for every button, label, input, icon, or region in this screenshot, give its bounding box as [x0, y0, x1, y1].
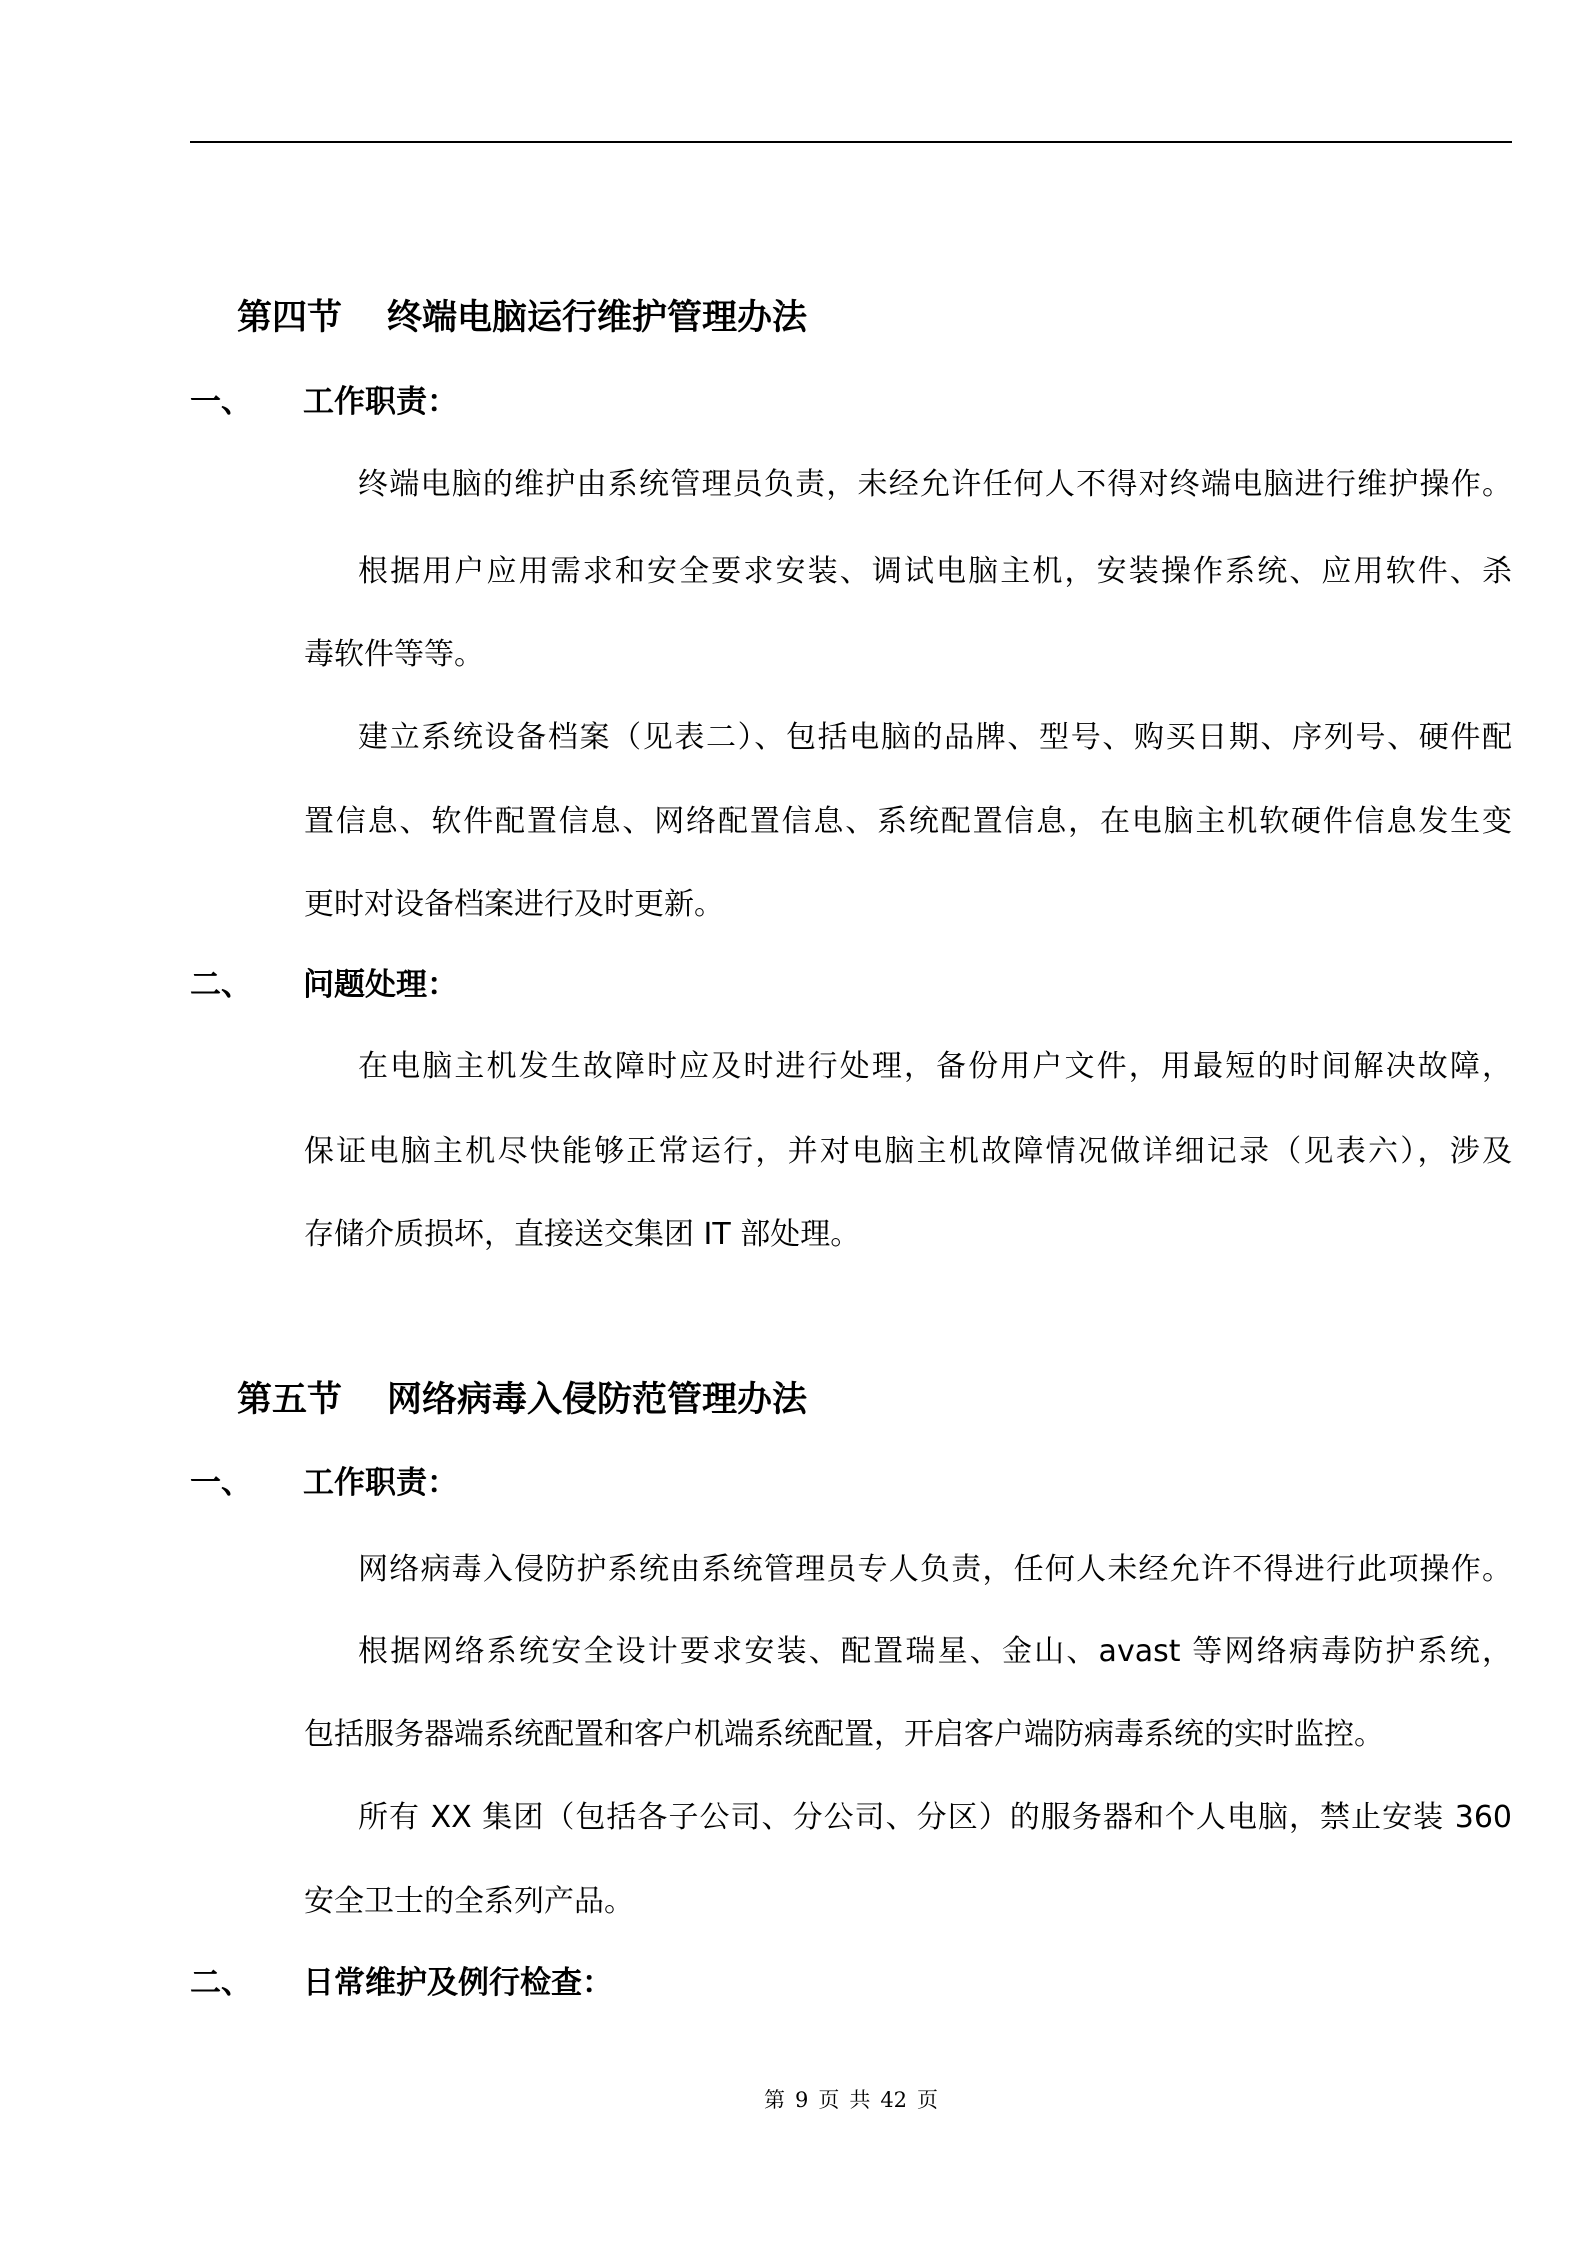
subsection-number: 一、: [190, 1465, 252, 1501]
subsection-title: 日常维护及例行检查：: [303, 1965, 613, 2001]
subsection-title: 工作职责：: [303, 1465, 458, 1501]
subsection-number: 二、: [190, 967, 252, 1003]
total-pages-number: 42: [880, 2088, 908, 2112]
paragraph-line: 网络病毒入侵防护系统由系统管理员专人负责，任何人未经允许不得进行此项操作。: [358, 1552, 1512, 1587]
page-footer: [0, 2084, 1587, 2114]
section-number: 第四节: [237, 298, 343, 338]
subsection-heading: [190, 1463, 458, 1503]
paragraph-line: 更时对设备档案进行及时更新。: [304, 887, 724, 922]
subsection-number: 二、: [190, 1965, 252, 2001]
section-title: 终端电脑运行维护管理办法: [387, 298, 808, 338]
paragraph-line: 根据用户应用需求和安全要求安装、调试电脑主机，安装操作系统、应用软件、杀: [358, 554, 1512, 589]
paragraph-line: 包括服务器端系统配置和客户机端系统配置，开启客户端防病毒系统的实时监控。: [304, 1717, 1384, 1752]
paragraph-line: 存储介质损坏，直接送交集团 IT 部处理。: [304, 1217, 861, 1252]
footer-prefix: 第: [763, 2088, 785, 2112]
paragraph-line: 保证电脑主机尽快能够正常运行，并对电脑主机故障情况做详细记录（见表六），涉及: [304, 1134, 1512, 1169]
section-heading: [237, 298, 807, 338]
subsection-title: 工作职责：: [303, 384, 458, 420]
header-rule: [190, 141, 1512, 143]
paragraph-line: 所有 XX 集团（包括各子公司、分公司、分区）的服务器和个人电脑，禁止安装 360: [358, 1800, 1512, 1835]
subsection-number: 一、: [190, 384, 252, 420]
paragraph-line: 安全卫士的全系列产品。: [304, 1884, 634, 1919]
subsection-heading: [190, 382, 458, 422]
paragraph-line: 建立系统设备档案（见表二）、包括电脑的品牌、型号、购买日期、序列号、硬件配: [358, 720, 1512, 755]
current-page-number: 9: [794, 2088, 809, 2112]
paragraph-line: 毒软件等等。: [304, 637, 484, 672]
footer-page-label: 页: [818, 2088, 840, 2112]
paragraph-line: 在电脑主机发生故障时应及时进行处理，备份用户文件，用最短的时间解决故障，: [358, 1049, 1512, 1084]
subsection-heading: [190, 965, 458, 1005]
footer-total-label: 页: [917, 2088, 939, 2112]
paragraph-line: 置信息、软件配置信息、网络配置信息、系统配置信息，在电脑主机软硬件信息发生变: [304, 804, 1512, 839]
section-title: 网络病毒入侵防范管理办法: [387, 1380, 808, 1420]
section-number: 第五节: [237, 1380, 343, 1420]
subsection-heading: [190, 1963, 613, 2003]
paragraph-line: 根据网络系统安全设计要求安装、配置瑞星、金山、avast 等网络病毒防护系统，: [358, 1634, 1512, 1669]
footer-total-prefix: 共: [849, 2088, 871, 2112]
section-heading: [237, 1380, 807, 1420]
subsection-title: 问题处理：: [303, 967, 458, 1003]
paragraph-line: 终端电脑的维护由系统管理员负责，未经允许任何人不得对终端电脑进行维护操作。: [358, 467, 1512, 502]
